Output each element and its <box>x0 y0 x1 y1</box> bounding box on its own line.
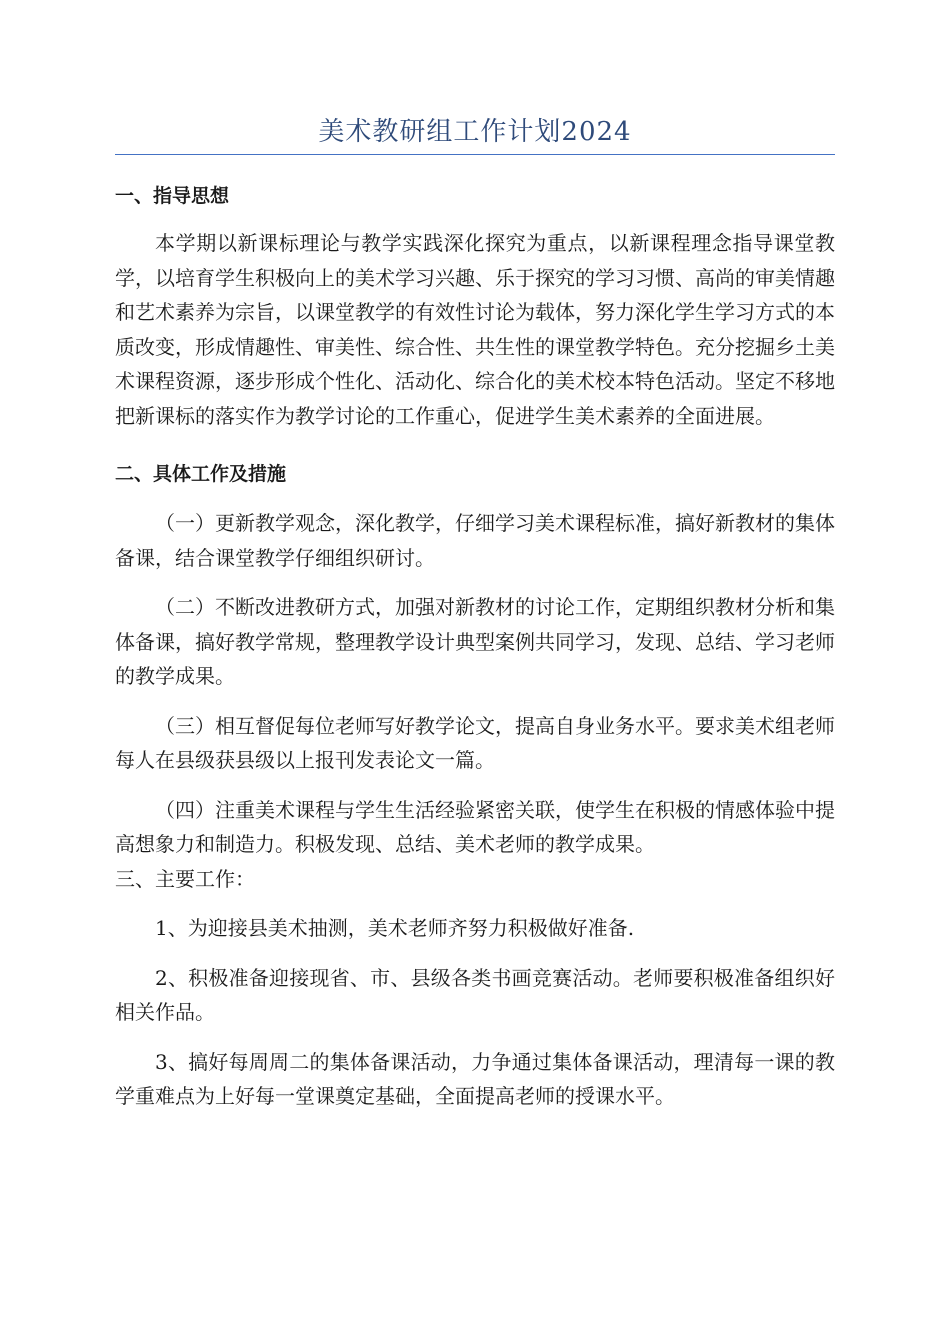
section-heading-main-work: 三、主要工作： <box>115 866 255 891</box>
measure-item: （四）注重美术课程与学生生活经验紧密关联，使学生在积极的情感体验中提高想象力和制造力。积极发现、总结、美术老师的教学成果。 <box>115 797 835 856</box>
main-work-item: 1、为迎接县美术抽测，美术老师齐努力积极做好准备. <box>155 916 635 940</box>
measure-item: （二）不断改进教研方式，加强对新教材的讨论工作，定期组织教材分析和集体备课，搞好教学常规，整理教学设计典型案例共同学习，发现、总结、学习老师的教学成果。 <box>115 595 835 688</box>
main-work-item: 3、搞好每周周二的集体备课活动，力争通过集体备课活动，理清每一课的教学重难点为上好每一堂课奠定基础，全面提高老师的授课水平。 <box>115 1049 835 1108</box>
section-heading-work-measures: 二、具体工作及措施 <box>115 463 287 485</box>
guiding-ideology-paragraph: 本学期以新课标理论与教学实践深化探究为重点，以新课程理念指导课堂教学，以培育学生积极向上的美术学习兴趣、乐于探究的学习习惯、高尚的审美情趣和艺术素养为宗旨，以课堂教学的有效性讨论为载体，努力深化学生学习方式的本质改变，形成情趣性、审美性、综合性、共生性的课堂教学特色。充分挖掘乡土美术课程资源，逐步形成个性化、活动化、综合化的美术校本特色活动。坚定不移地把新课标的落实作为教学讨论的工作重心，促进学生美术素养的全面进展。 <box>115 231 835 428</box>
document-title: 美术教研组工作计划2024 <box>318 117 632 147</box>
main-work-item: 2、积极准备迎接现省、市、县级各类书画竞赛活动。老师要积极准备组织好相关作品。 <box>115 965 835 1024</box>
title-underline <box>115 154 835 155</box>
section-heading-guiding-ideology: 一、指导思想 <box>115 185 230 207</box>
measure-item: （三）相互督促每位老师写好教学论文，提高自身业务水平。要求美术组老师每人在县级获县级以上报刊发表论文一篇。 <box>115 713 835 772</box>
measure-item: （一）更新教学观念，深化教学，仔细学习美术课程标准，搞好新教材的集体备课，结合课堂教学仔细组织研讨。 <box>115 511 835 570</box>
document-page <box>115 0 835 1114</box>
